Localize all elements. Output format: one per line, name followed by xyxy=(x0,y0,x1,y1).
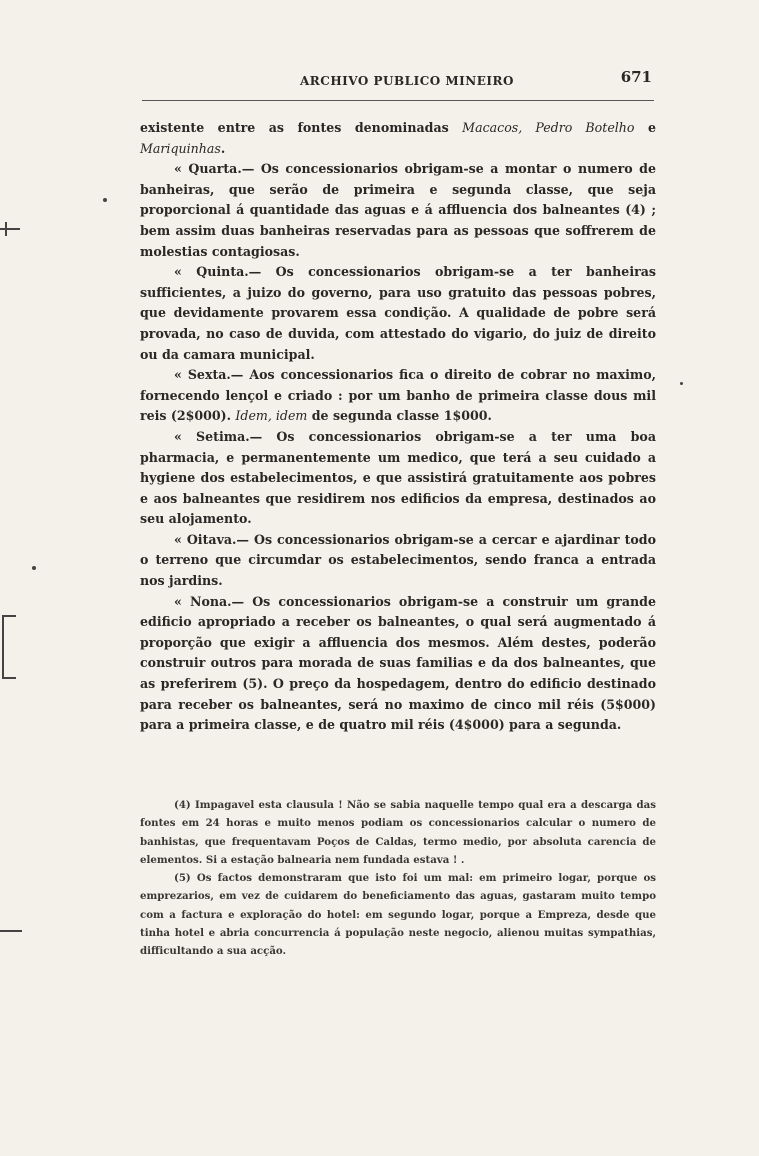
p1-places: Macacos, Pedro Botelho xyxy=(462,120,635,135)
p4-b: de segunda classe 1$000. xyxy=(307,408,492,424)
p1-prefix: existente entre as fontes denominadas xyxy=(140,120,463,135)
margin-mark xyxy=(0,930,22,932)
footnote-4: (4) Impagavel esta clausula ! Não se sabia naquelle tempo qual era a descarga das fontes em 24 horas e muito menos podiam os concessionarios calcular o numero de banhistas, que frequentavam Poços de Caldas, termo medio, por absoluta carencia de elementos. Si a estação balnearia nem fundada estava ! . xyxy=(140,799,656,866)
p1-mid: e xyxy=(634,120,656,135)
p4-idem: Idem, idem xyxy=(235,408,308,424)
header-rule xyxy=(142,100,654,101)
body-text xyxy=(140,118,656,736)
p4-a: « Sexta.— Aos concessionarios fica o direito de cobrar no maximo, fornecendo lençol e criado : por um banho de primeira classe dous mil reis (2$000). xyxy=(140,367,656,424)
running-title: ARCHIVO PUBLICO MINEIRO xyxy=(300,74,514,88)
paragraph-sexta xyxy=(140,365,656,427)
p1-last: Mariquinhas xyxy=(140,140,221,156)
page-number: 671 xyxy=(620,68,652,86)
margin-dot xyxy=(680,382,683,385)
paragraph-continuation xyxy=(140,118,656,159)
paragraph-quarta: « Quarta.— Os concessionarios obrigam-se a montar o numero de banheiras, que serão de primeira e segunda classe, que seja proporcional á quantidade das aguas e á affluencia dos balneantes (4) ; bem assim duas banheiras reservadas para as pessoas que soffrerem de molestias contagiosas. xyxy=(140,161,656,259)
margin-dot xyxy=(103,198,107,202)
margin-mark xyxy=(5,222,7,236)
paragraph-nona: « Nona.— Os concessionarios obrigam-se a construir um grande edificio apropriado a receber os balneantes, o qual será augmentado á proporção que exigir a affluencia dos mesmos. Além destes, poderão construir outros para morada de suas familias e da dos balneantes, que as preferirem (5). O preço da hospedagem, dentro do edificio destinado para receber os balneantes, será no maximo de cinco mil réis (5$000) para a primeira classe, e de quatro mil réis (4$000) para a segunda. xyxy=(140,593,656,733)
paragraph-oitava: « Oitava.— Os concessionarios obrigam-se a cercar e ajardinar todo o terreno que circumdar os estabelecimentos, sendo franca a entrada nos jardins. xyxy=(140,531,656,589)
footnotes xyxy=(140,796,656,961)
p1-end: . xyxy=(220,140,226,156)
margin-mark xyxy=(0,228,20,230)
margin-bracket xyxy=(2,615,16,679)
paragraph-quinta: « Quinta.— Os concessionarios obrigam-se a ter banheiras sufficientes, a juizo do governo, para uso gratuito das pessoas pobres, que devidamente provarem essa condição. A qualidade de pobre será provada, no caso de duvida, com attestado do vigario, do juiz de direito ou da camara municipal. xyxy=(140,264,656,362)
footnote-5: (5) Os factos demonstraram que isto foi um mal: em primeiro logar, porque os emprezarios, em vez de cuidarem do beneficiamento das aguas, gastaram muito tempo com a factura e exploração do hotel: em segundo logar, porque a Empreza, desde que tinha hotel e abria concurrencia á população neste negocio, alienou muitas sympathias, difficultando a sua acção. xyxy=(140,872,656,958)
margin-dot xyxy=(32,566,36,570)
page-header xyxy=(140,70,656,100)
paragraph-setima: « Setima.— Os concessionarios obrigam-se a ter uma boa pharmacia, e permanentemente um medico, que terá a seu cuidado a hygiene dos estabelecimentos, e que assistirá gratuitamente aos pobres e aos balneantes que residirem nos edificios da empresa, destinados ao seu alojamento. xyxy=(140,428,656,527)
